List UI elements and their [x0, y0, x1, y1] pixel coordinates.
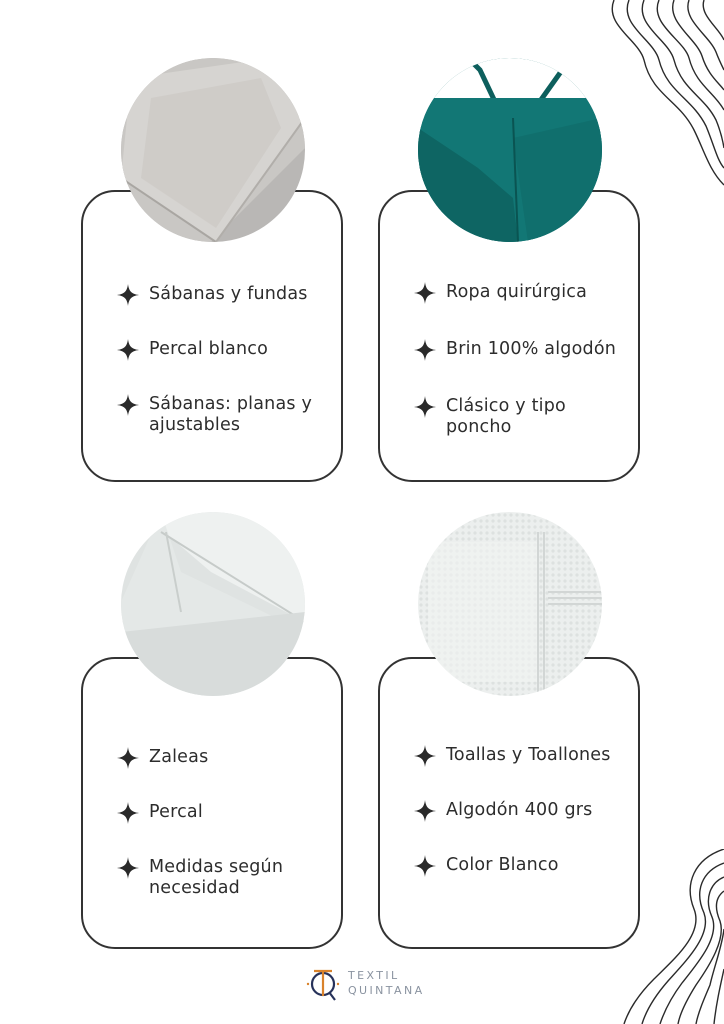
list-item: Toallas y Toallones [414, 745, 620, 766]
sparkle-star-icon [117, 802, 139, 824]
product-card-towels [378, 657, 640, 949]
sparkle-star-icon [117, 747, 139, 769]
towels-photo [418, 512, 602, 696]
sparkle-star-icon [414, 339, 436, 361]
list-item: Sábanas y fundas [117, 284, 323, 305]
list-item: Zaleas [117, 747, 323, 768]
sparkle-star-icon [117, 857, 139, 879]
brand-name [348, 968, 425, 998]
list-item: Clásico y tipo poncho [414, 396, 620, 438]
product-card-draw-sheets [81, 657, 343, 949]
brand-name-line1: TEXTIL [348, 969, 400, 982]
list-item: Ropa quirúrgica [414, 282, 620, 303]
decorative-wave-lines-top [584, 0, 724, 190]
list-item: Algodón 400 grs [414, 800, 620, 821]
list-item: Sábanas: planas y ajustables [117, 394, 323, 436]
sparkle-star-icon [414, 745, 436, 767]
draw-sheets-photo [121, 512, 305, 696]
tq-monogram-icon [305, 962, 341, 1006]
sparkle-star-icon [414, 282, 436, 304]
sparkle-star-icon [117, 339, 139, 361]
sparkle-star-icon [414, 855, 436, 877]
sparkle-star-icon [117, 284, 139, 306]
sheets-photo [121, 58, 305, 242]
list-item: Percal blanco [117, 339, 323, 360]
list-item: Color Blanco [414, 855, 620, 876]
brand-name-line2: QUINTANA [348, 984, 425, 997]
surgical-wear-photo [418, 58, 602, 242]
list-item: Medidas según necesidad [117, 857, 323, 899]
list-item: Brin 100% algodón [414, 339, 620, 360]
list-item: Percal [117, 802, 323, 823]
sparkle-star-icon [414, 396, 436, 418]
sparkle-star-icon [414, 800, 436, 822]
sparkle-star-icon [117, 394, 139, 416]
brand-logo [305, 962, 445, 1006]
